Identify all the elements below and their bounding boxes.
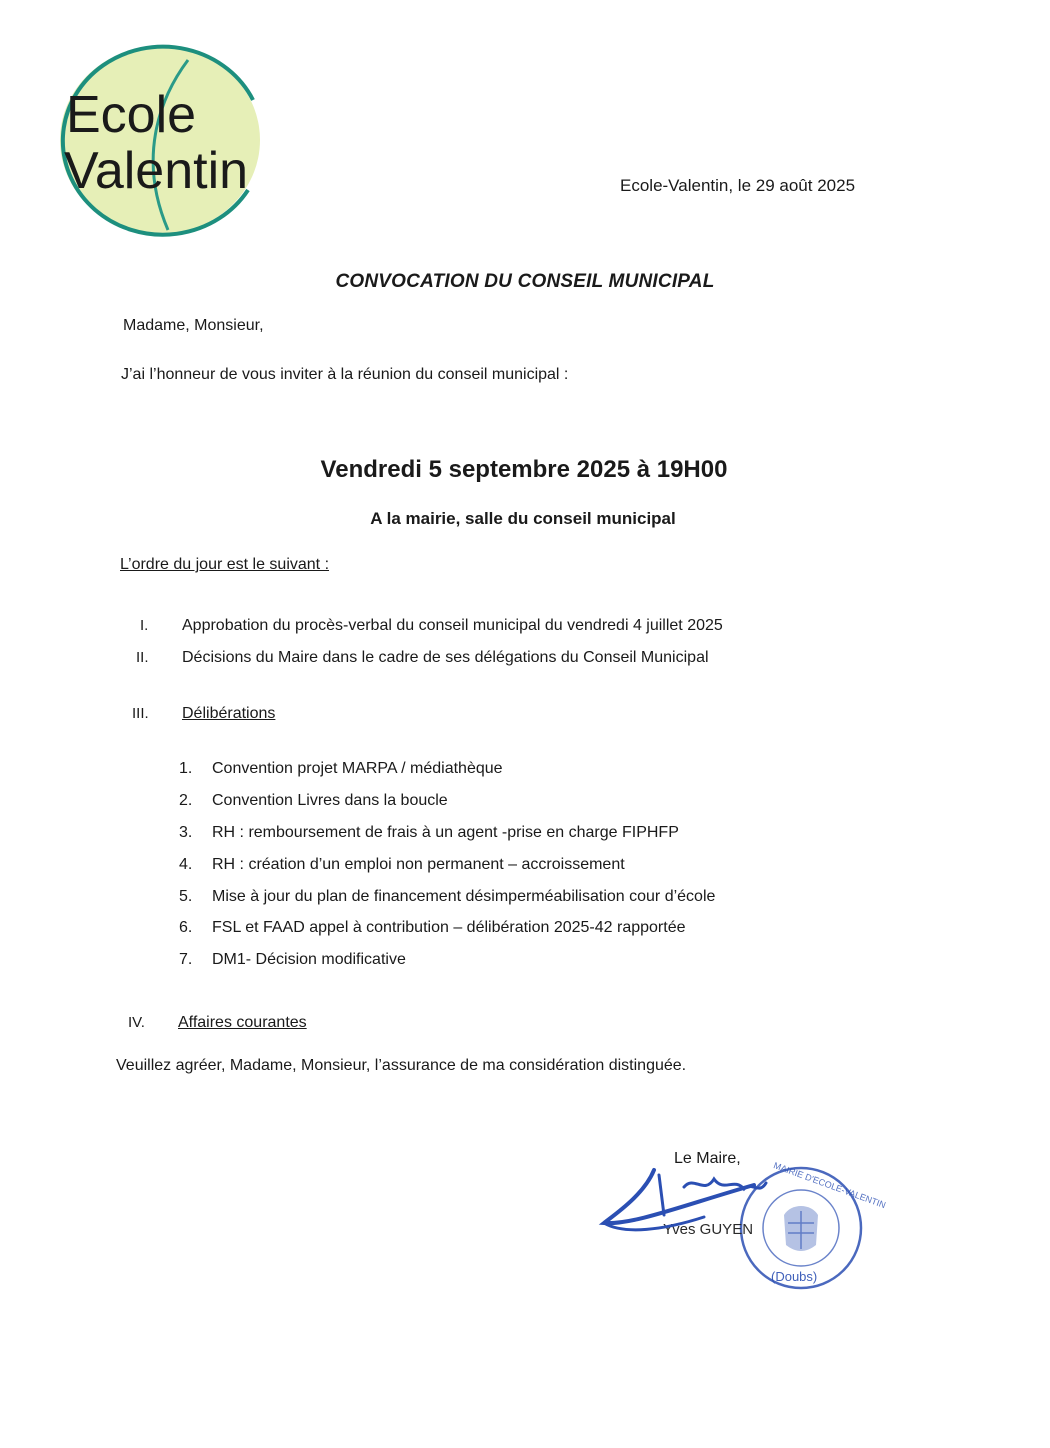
deliberation-number: 5. [179,888,193,905]
agenda-intro: L’ordre du jour est le suivant : [120,556,330,573]
stamp-text-bottom: (Doubs) [771,1269,818,1284]
agenda-item-number: II. [136,649,149,666]
agenda-item [0,649,1024,673]
agenda-item-text: Délibérations [182,705,276,722]
deliberation-item [0,824,1024,848]
agenda-item-number: IV. [128,1014,145,1031]
deliberation-number: 7. [179,951,193,968]
handwritten-signature [594,1165,774,1240]
logo-graphic [48,40,278,240]
deliberation-text: RH : remboursement de frais à un agent -prise en charge FIPHFP [212,824,679,841]
logo-text-ecole: Ecole [66,86,197,144]
deliberation-item [0,951,1024,975]
date-line: Ecole-Valentin, le 29 août 2025 [620,176,856,195]
deliberation-number: 6. [179,919,193,936]
stamp-text-top: MAIRIE D'ECOLE-VALENTIN [772,1160,888,1211]
signer-title: Le Maire, [674,1150,741,1167]
deliberation-item [0,792,1024,816]
agenda-item-number: I. [140,617,149,634]
deliberation-text: Convention projet MARPA / médiathèque [212,760,503,777]
document-title: CONVOCATION DU CONSEIL MUNICIPAL [335,271,715,292]
deliberation-number: 2. [179,792,193,809]
signer-name: Yves GUYEN [663,1221,754,1238]
deliberation-text: FSL et FAAD appel à contribution – délibération 2025-42 rapportée [212,919,686,936]
agenda-item [0,617,1024,641]
agenda-item-text: Décisions du Maire dans le cadre de ses délégations du Conseil Municipal [182,649,709,666]
agenda-item-number: III. [132,705,149,722]
deliberation-text: Mise à jour du plan de financement désimperméabilisation cour d’école [212,888,716,905]
deliberation-item [0,760,1024,784]
intro-text: J’ai l’honneur de vous inviter à la réunion du conseil municipal : [121,366,569,383]
closing-formula: Veuillez agréer, Madame, Monsieur, l’assurance de ma considération distinguée. [116,1057,687,1074]
ecole-valentin-logo [48,40,278,240]
meeting-place: A la mairie, salle du conseil municipal [370,509,676,528]
agenda-item-text: Approbation du procès-verbal du conseil municipal du vendredi 4 juillet 2025 [182,617,723,634]
deliberation-number: 4. [179,856,193,873]
deliberation-item [0,856,1024,880]
meeting-date: Vendredi 5 septembre 2025 à 19H00 [320,456,728,483]
deliberation-text: Convention Livres dans la boucle [212,792,448,809]
deliberation-item [0,888,1024,912]
deliberation-number: 3. [179,824,193,841]
salutation: Madame, Monsieur, [123,317,264,334]
agenda-item-text: Affaires courantes [178,1014,307,1031]
signature-graphic [594,1165,774,1240]
agenda-item [0,705,1024,729]
agenda-item [0,1014,1024,1038]
deliberation-number: 1. [179,760,193,777]
deliberation-text: DM1- Décision modificative [212,951,406,968]
logo-text-valentin: Valentin [64,142,249,200]
deliberation-item [0,919,1024,943]
deliberation-text: RH : création d’un emploi non permanent – accroissement [212,856,625,873]
